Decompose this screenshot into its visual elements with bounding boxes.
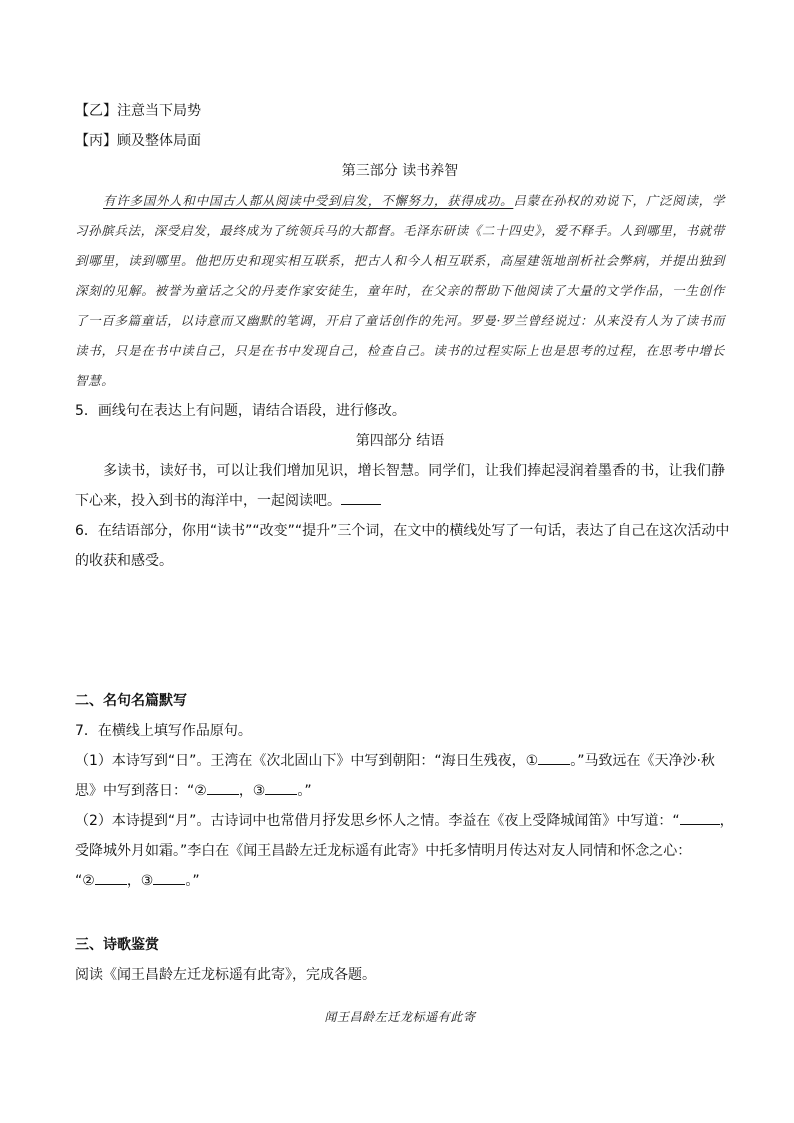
part4-paragraph-text: 多读书，读好书，可以让我们增加见识，增长智慧。同学们，让我们捧起浸润着墨香的书，让我们静下心来，投入到书的海洋中，一起阅读吧。 xyxy=(75,463,725,509)
underlined-sentence: 有许多国外人和中国古人都从阅读中受到启发，不懈努力，获得成功。 xyxy=(103,193,514,208)
q7-sub1-line2: 思》中写到落日：“② ，③ 。” xyxy=(75,776,725,806)
answer-blank-1[interactable] xyxy=(538,750,570,765)
question-6-line1: 6．在结语部分，你用“读书”“改变”“提升”三个词，在文中的横线处写了一句话，表达了自己在这次活动中 xyxy=(75,523,730,539)
worksheet-page xyxy=(75,96,734,1032)
question-6-line2: 的收获和感受。 xyxy=(75,553,173,569)
part3-heading: 第三部分 读书养智 xyxy=(341,163,459,179)
answer-blank-4[interactable] xyxy=(680,810,720,825)
q7-sub2-line3: “② ，③ 。” xyxy=(75,866,725,896)
part3-paragraph xyxy=(75,186,725,396)
question-5: 5．画线句在表达上有问题，请结合语段，进行修改。 xyxy=(75,403,406,419)
q7-sub2-line2: 受降城外月如霜。”李白在《闻王昌龄左迁龙标遥有此寄》中托多情明月传达对友人同情和怀念之心： xyxy=(75,843,692,859)
answer-blank-6[interactable] xyxy=(153,870,185,885)
section-3-title: 三、诗歌鉴赏 xyxy=(75,937,159,953)
option-bing: 【丙】顾及整体局面 xyxy=(75,133,201,149)
option-yi: 【乙】注意当下局势 xyxy=(75,103,201,119)
answer-blank-2[interactable] xyxy=(207,780,239,795)
part4-paragraph xyxy=(75,456,725,516)
q7-sub1-line1: （1）本诗写到“日”。王湾在《次北固山下》中写到朝阳：“海日生残夜，① 。”马致远在《天净沙·秋 xyxy=(75,746,725,776)
part4-heading: 第四部分 结语 xyxy=(355,433,445,449)
answer-blank-q6[interactable] xyxy=(341,490,381,505)
section-3-instruction: 阅读《闻王昌龄左迁龙标遥有此寄》，完成各题。 xyxy=(75,967,376,983)
part3-paragraph-rest: 吕蒙在孙权的劝说下，广泛阅读，学习孙膑兵法，深受启发，最终成为了统领兵马的大都督。毛泽东研读《二十四史》，爱不释手。人到哪里，书就带到哪里，读到哪里。他把历史和现实相互联系，把古人和今人相互联系，高屋建瓴地剖析社会弊病，并提出独到深刻的见解。被誉为童话之父的丹麦作家安徒生，童年时，在父亲的帮助下他阅读了大量的文学作品，一生创作了一百多篇童话，以诗意而又幽默的笔调，开启了童话创作的先河。罗曼·罗兰曾经说过：从来没有人为了读书而读书，只是在书中读自己，只是在书中发现自己，检查自己。读书的过程实际上也是思考的过程，在思考中增长智慧。 xyxy=(75,193,725,388)
answer-blank-3[interactable] xyxy=(265,780,297,795)
section-2-title: 二、名句名篇默写 xyxy=(75,693,187,709)
poem-title: 闻王昌龄左迁龙标遥有此寄 xyxy=(324,1010,476,1024)
question-7: 7．在横线上填写作品原句。 xyxy=(75,723,252,739)
q7-sub2-line1: （2）本诗提到“月”。古诗词中也常借月抒发思乡怀人之情。李益在《夜上受降城闻笛》中写道：“ ， xyxy=(75,806,725,836)
answer-blank-5[interactable] xyxy=(95,870,127,885)
